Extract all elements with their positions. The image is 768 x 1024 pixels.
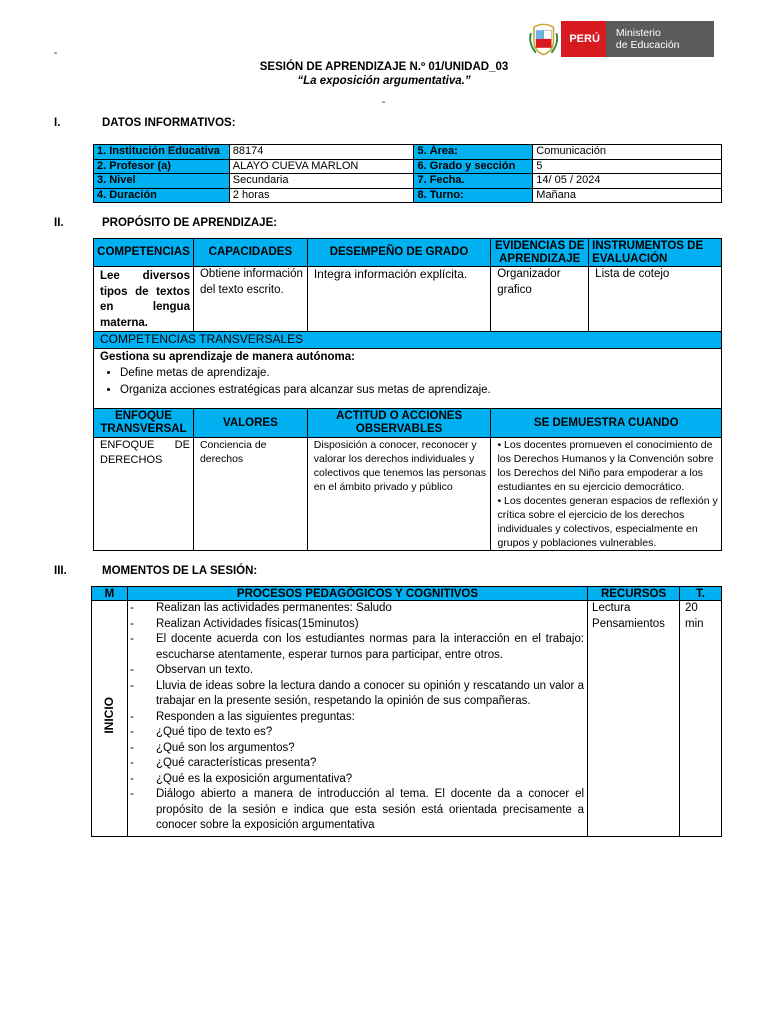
instrumento-cell: Lista de cotejo [589,267,722,332]
purpose-table [93,238,722,411]
process-item [128,710,584,726]
process-dash: - [129,633,134,645]
valor-cell: Conciencia de derechos [193,438,307,551]
transversales-cell [94,349,722,411]
info-value: 88174 [229,145,414,160]
process-text: ¿Qué es la exposición argumentativa? [155,772,353,785]
process-item [128,617,584,633]
demuestra-cell: • Los docentes promueven el conocimiento de los Derechos Humanos y la Convención sobre los Derechos del Niño para empoderar a los estudiantes en su ejercicio democrático. • Los docentes generan espacios de reflexión y crítica sobre el ejercicio de los derechos individuales y colectivos, especialmente en grupos y poblaciones vulnerables. [491,438,722,551]
process-text: Realizan las actividades permanentes: Saludo [155,602,392,614]
process-item [128,632,584,663]
col-procesos: PROCESOS PEDAGÓGICOS Y COGNITIVOS [127,587,587,601]
process-item [128,756,584,772]
col-recursos: RECURSOS [588,587,680,601]
col-enfoque: ENFOQUE TRANSVERSAL [94,409,194,438]
header-dot: - [382,97,386,108]
evidencia-cell: Organizador grafico [491,267,589,332]
process-dash: - [129,710,134,723]
moment-inicio-row [92,601,722,837]
process-item [128,663,584,679]
session-subtitle: “La exposición argumentativa.” [297,75,471,87]
process-text: Observan un texto. [155,664,254,676]
process-item [128,772,584,788]
minedu-logo [528,20,714,58]
info-value: ALAYO CUEVA MARLON [229,159,414,174]
peru-brand: PERÚ [561,21,606,57]
moment-cell [92,601,128,837]
recursos-cell [588,601,680,837]
info-label: 3. Nivel [94,174,230,189]
col-competencias: COMPETENCIAS [94,239,194,267]
process-dash: - [129,679,134,692]
info-value: Mañana [533,188,722,203]
moments-header-row [92,587,722,601]
capacidad-cell: Obtiene información del texto escrito. [193,267,307,332]
info-label: 4. Duración [94,188,230,203]
info-value: Secundaria [229,174,414,189]
transversales-title-row [94,332,722,349]
info-label: 5. Área: [414,145,533,160]
transversal-competency: Gestiona su aprendizaje de manera autónoma: [100,351,355,363]
process-dash: - [129,741,134,754]
process-text: Responden a las siguientes preguntas: [155,710,355,723]
competencia-cell: Lee diversos tipos de textos en lengua materna. [94,267,194,332]
process-dash: - [129,664,134,676]
process-item [128,787,584,834]
recurso-item: Pensamientos [592,617,665,630]
info-value: 2 horas [229,188,414,203]
process-dash: - [129,726,134,738]
tiempo-cell: 20 min [680,601,722,837]
process-dash: - [129,757,134,769]
info-row [94,174,722,189]
col-demuestra: SE DEMUESTRA CUANDO [491,409,722,438]
process-text: ¿Qué son los argumentos? [155,741,295,754]
col-capacidades: CAPACIDADES [193,239,307,267]
info-value: 14/ 05 / 2024 [533,174,722,189]
process-text: Lluvia de ideas sobre la lectura dando a conocer su opinión y rescatando un valor a trabajar en la presente sesión, respetando la opinión de sus compañeras. [155,679,585,707]
process-text: ¿Qué características presenta? [155,757,317,769]
desempeno-cell: Integra información explícita. [307,267,490,332]
info-label: 1. Institución Educativa [94,145,230,160]
process-item [128,601,584,617]
enfoque-header-row [94,409,722,438]
col-valores: VALORES [193,409,307,438]
process-item [128,741,584,757]
purpose-row [94,267,722,332]
info-label: 7. Fecha. [414,174,533,189]
purpose-header-row [94,239,722,267]
transversales-title: COMPETENCIAS TRANSVERSALES [94,332,722,349]
col-m: M [92,587,128,601]
transversal-capacities-list [100,365,718,399]
process-text: El docente acuerda con los estudiantes normas para la interacción en el trabajo: escucharse atentamente, esperar turnos para participar, entre otros. [155,633,585,661]
info-row [94,188,722,203]
recurso-item: Lectura [592,602,631,614]
col-instrumentos: INSTRUMENTOS DE EVALUACIÓN [589,239,722,267]
peru-coat-of-arms-icon [528,21,559,57]
process-text: Diálogo abierto a manera de introducción al tema. El docente da a conocer el propósito de la sesión e indica que esta sesión está orientada precisamente a conocer sobre la exposición argumentativa [155,788,585,831]
info-label: 6. Grado y sección [414,159,533,174]
process-dash: - [129,602,134,614]
process-text: ¿Qué tipo de texto es? [155,726,273,738]
enfoque-table [93,408,722,551]
transversales-row [94,349,722,411]
session-title: SESIÓN DE APRENDIZAJE N.º 01/UNIDAD_03 [259,61,509,73]
info-rows [94,145,722,203]
process-dash: - [129,617,134,630]
col-desempeno: DESEMPEÑO DE GRADO [307,239,490,267]
moment-label: INICIO [101,697,116,734]
enfoque-row [94,438,722,551]
info-value: 5 [533,159,722,174]
moments-table [91,586,722,837]
info-row [94,145,722,160]
process-item [128,679,584,710]
page-dot: - [54,48,58,59]
col-evidencias: EVIDENCIAS DE APRENDIZAJE [491,239,589,267]
col-actitud: ACTITUD O ACCIONES OBSERVABLES [307,409,491,438]
col-tiempo: T. [680,587,722,601]
enfoque-cell: ENFOQUE DE DERECHOS [94,438,194,551]
transversal-capacity: • Define metas de aprendizaje. [120,365,718,382]
info-value: Comunicación [533,145,722,160]
actitud-cell: Disposición a conocer, reconocer y valorar los derechos individuales y colectivos que tenemos las personas en el ámbito privado y público [307,438,491,551]
ministry-name: Ministerio de Educación [606,21,714,57]
process-dash: - [129,788,134,800]
process-text: Realizan Actividades físicas(15minutos) [155,617,359,630]
processes-cell [127,601,587,837]
info-row [94,159,722,174]
info-table [93,144,722,203]
process-item [128,725,584,741]
info-label: 8. Turno: [414,188,533,203]
info-label: 2. Profesor (a) [94,159,230,174]
process-dash: - [129,772,134,785]
transversal-capacity: • Organiza acciones estratégicas para alcanzar sus metas de aprendizaje. [120,382,718,399]
